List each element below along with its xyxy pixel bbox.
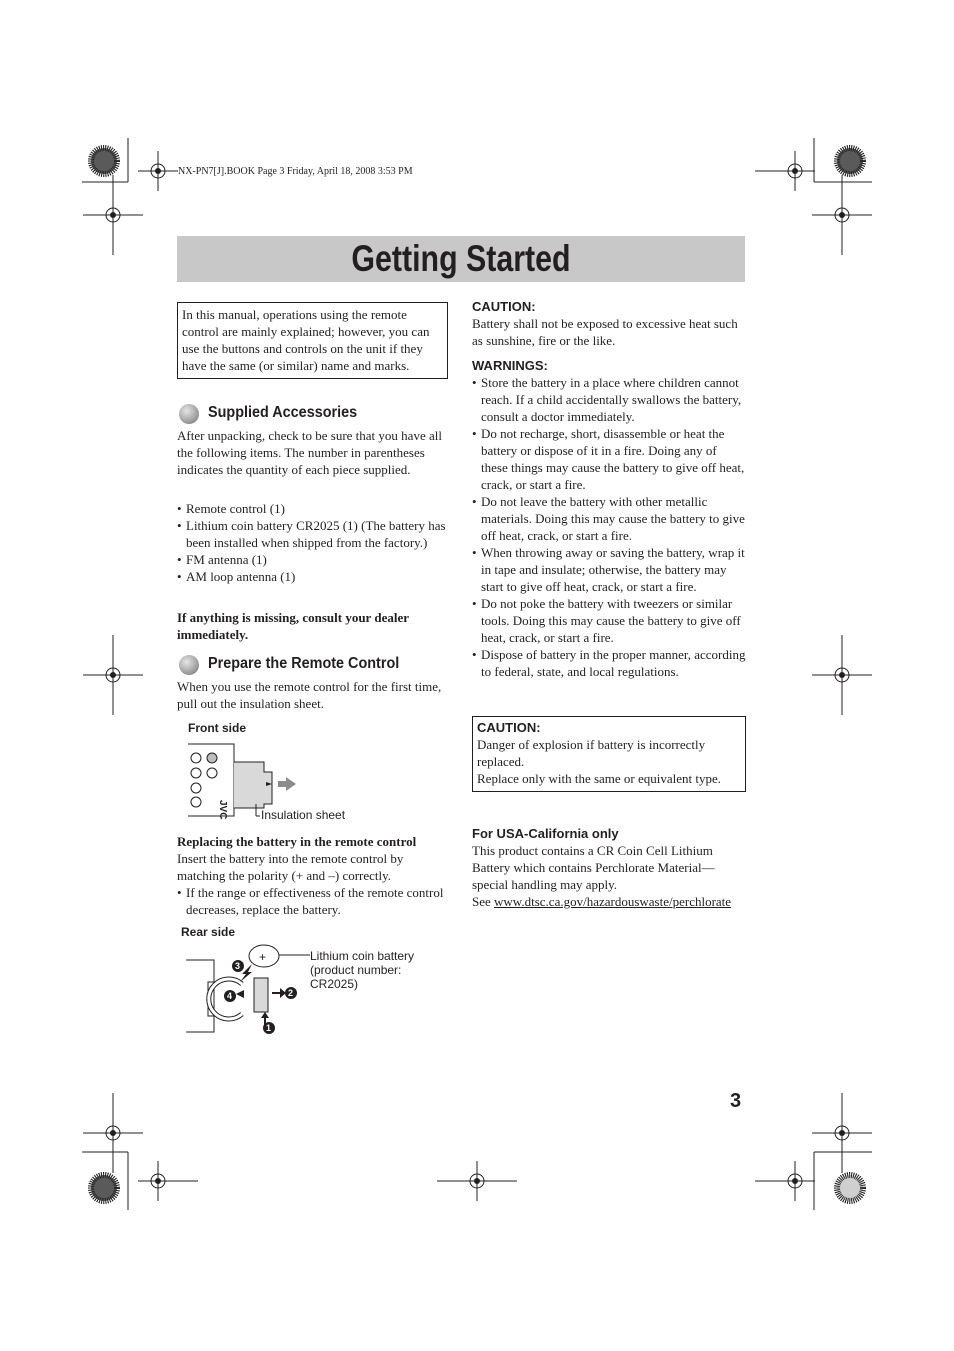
- step-2-marker: 2: [288, 988, 294, 998]
- title-banner: [177, 236, 745, 282]
- step-4-marker: 4: [227, 991, 233, 1001]
- explosion-caution-box: [472, 716, 746, 792]
- perchlorate-notice: This product contains a CR Coin Cell Lithium Battery which contains Perchlorate Material—special handling may apply.: [472, 843, 715, 892]
- caution-box-line: Danger of explosion if battery is incorrectly replaced.: [477, 737, 706, 769]
- supplied-accessories-intro: After unpacking, check to be sure that you have all the following items. The number in parentheses indicates the quantity of each piece supplied.: [177, 428, 442, 477]
- step-1-marker: 1: [266, 1023, 272, 1033]
- list-item: • Do not poke the battery with tweezers or similar tools. Doing this may cause the battery to give off heat, crack, or start a fire.: [472, 595, 746, 646]
- remote-rear-illustration: [180, 942, 310, 1038]
- see-prefix: See: [472, 894, 495, 909]
- caution-box-line: Replace only with the same or equivalent type.: [477, 771, 722, 786]
- see-link-line: [472, 893, 746, 910]
- rear-side-label: Rear side: [181, 925, 236, 939]
- section-bullet-icon: [179, 655, 199, 675]
- perchlorate-link[interactable]: www.dtsc.ca.gov/hazardouswaste/perchlorate: [494, 894, 732, 909]
- warnings-heading: WARNINGS:: [472, 358, 548, 373]
- caution-box-heading: CAUTION:: [477, 720, 541, 735]
- list-item: • Lithium coin battery CR2025 (1) (The battery has been installed when shipped from the factory.): [177, 517, 451, 551]
- list-item: • Do not leave the battery with other metallic materials. Doing this may cause the battery to give off heat, crack, or start a fire.: [472, 493, 746, 544]
- accessories-list: [177, 500, 451, 585]
- section-bullet-icon: [179, 404, 199, 424]
- supplied-accessories-heading: Supplied Accessories: [208, 404, 358, 421]
- warnings-list: [472, 374, 746, 680]
- prepare-remote-heading: Prepare the Remote Control: [208, 655, 400, 672]
- page-number: 3: [730, 1090, 742, 1112]
- list-item: • When throwing away or saving the battery, wrap it in tape and insulate; otherwise, the battery may start to give off heat, crack, or start a fire.: [472, 544, 746, 595]
- missing-items-note: If anything is missing, consult your dealer immediately.: [177, 610, 409, 642]
- page-title: Getting Started: [351, 238, 571, 279]
- list-item: • FM antenna (1): [177, 551, 451, 568]
- list-item: • If the range or effectiveness of the remote control decreases, replace the battery.: [177, 884, 451, 918]
- usa-california-heading: For USA-California only: [472, 826, 619, 841]
- usa-california-text: [472, 842, 746, 910]
- list-item: • Dispose of battery in the proper manner, according to federal, state, and local regulations.: [472, 646, 746, 680]
- front-side-label: Front side: [188, 721, 247, 735]
- list-item: • Store the battery in a place where children cannot reach. If a child accidentally swallows the battery, consult a doctor immediately.: [472, 374, 746, 425]
- list-item: • AM loop antenna (1): [177, 568, 451, 585]
- list-item: • Do not recharge, short, disassemble or heat the battery or dispose of it in a fire. Doing any of these things may cause the battery to give off heat, crack, or start a fire.: [472, 425, 746, 493]
- file-info-header: NX-PN7[J].BOOK Page 3 Friday, April 18, 2008 3:53 PM: [178, 166, 413, 177]
- insulation-sheet-label: Insulation sheet: [261, 808, 346, 822]
- prepare-remote-intro: When you use the remote control for the first time, pull out the insulation sheet.: [177, 679, 442, 711]
- battery-label: Lithium coin battery (product number: CR2025): [310, 949, 415, 991]
- caution-heading: CAUTION:: [472, 299, 536, 314]
- replacing-list: [177, 884, 451, 918]
- list-item: • Remote control (1): [177, 500, 451, 517]
- caution-text: Battery shall not be exposed to excessive heat such as sunshine, fire or the like.: [472, 316, 738, 348]
- replacing-battery-heading: Replacing the battery in the remote control: [177, 834, 417, 849]
- intro-note-text: In this manual, operations using the remote control are mainly explained; however, you can use the buttons and controls on the unit if they have the same (or similar) name and marks.: [182, 307, 430, 373]
- intro-note-box: [177, 302, 448, 379]
- replacing-battery-text: Insert the battery into the remote control by matching the polarity (+ and –) correctly.: [177, 851, 404, 883]
- jvc-logo: JVC: [217, 800, 228, 820]
- battery-plus-mark: +: [259, 950, 267, 964]
- step-3-marker: 3: [235, 961, 241, 971]
